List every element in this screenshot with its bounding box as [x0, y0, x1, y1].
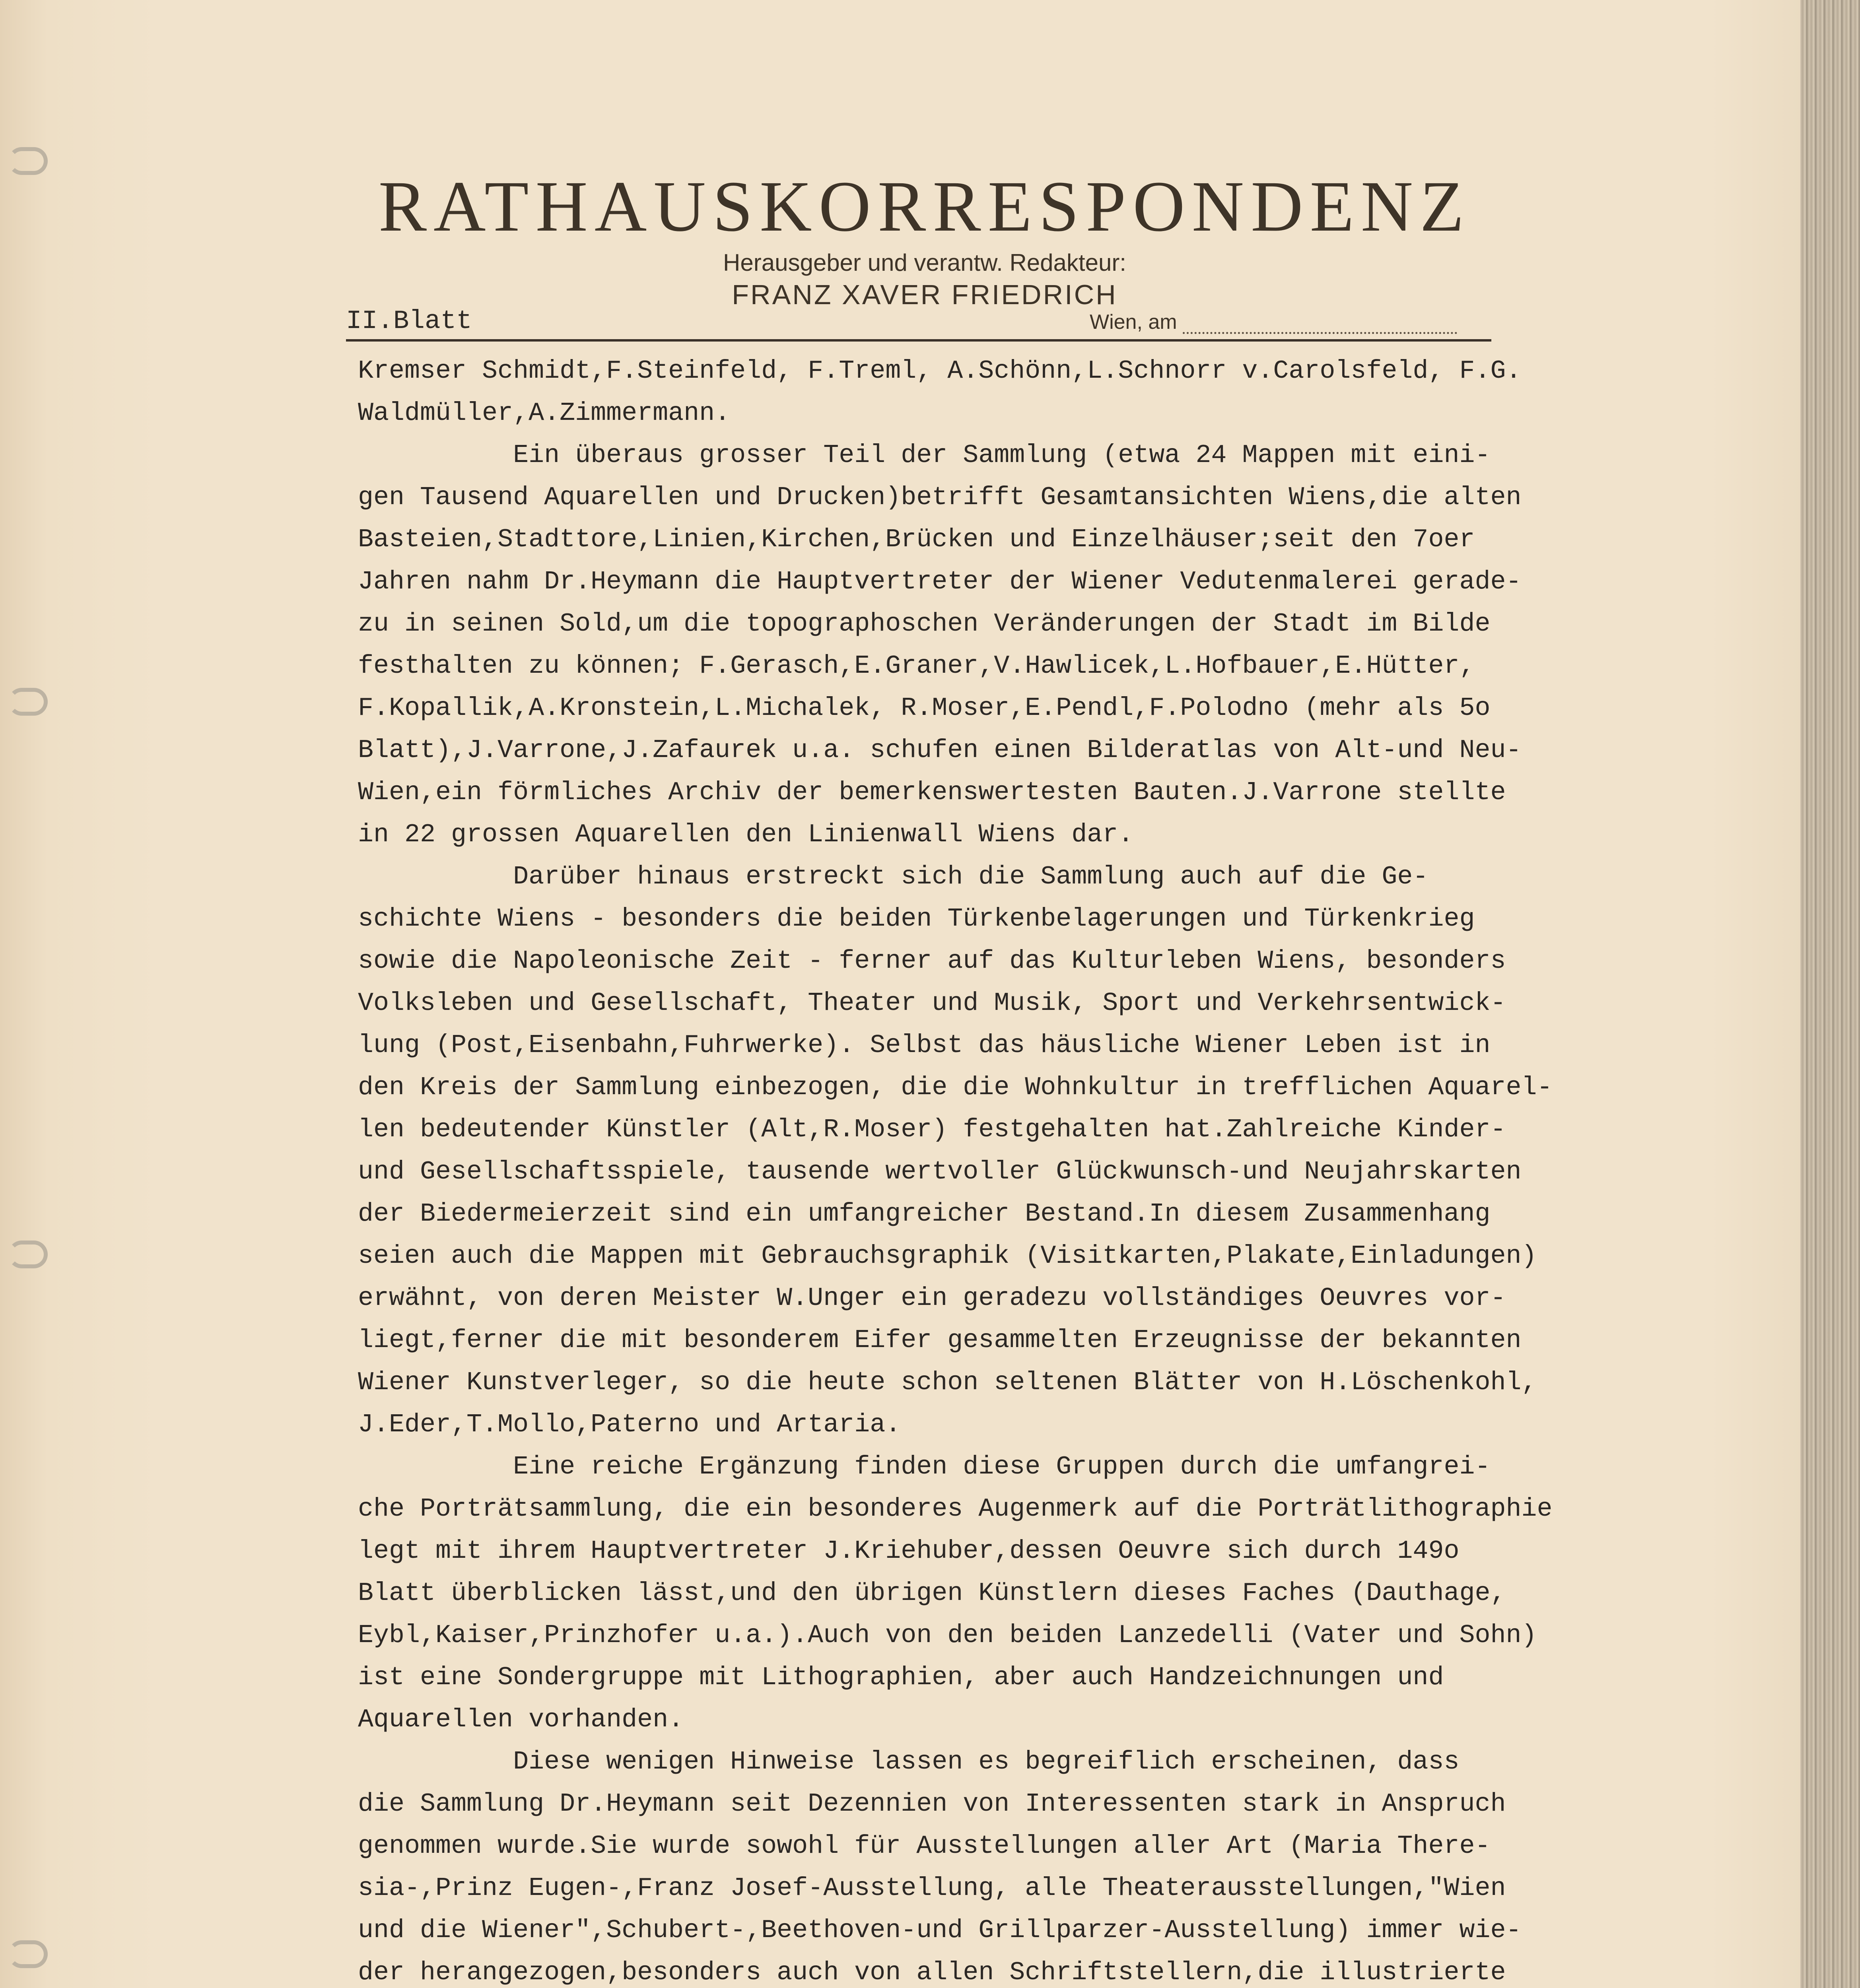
- stacked-page-edges: [1800, 0, 1860, 1988]
- body-line: Eine reiche Ergänzung finden diese Gruppen durch die umfangrei-: [358, 1452, 1491, 1481]
- body-line: sia-,Prinz Eugen-,Franz Josef-Ausstellung, alle Theaterausstellungen,"Wien: [358, 1873, 1506, 1903]
- body-line: ist eine Sondergruppe mit Lithographien, aber auch Handzeichnungen und: [358, 1663, 1444, 1692]
- binder-ring: [8, 688, 48, 716]
- body-line: festhalten zu können; F.Gerasch,E.Graner,V.Hawlicek,L.Hofbauer,E.Hütter,: [358, 651, 1475, 681]
- body-line: Blatt),J.Varrone,J.Zafaurek u.a. schufen einen Bilderatlas von Alt-und Neu-: [358, 736, 1522, 765]
- masthead-subtitle: Herausgeber und verantw. Redakteur:: [723, 249, 1126, 276]
- body-line: J.Eder,T.Mollo,Paterno und Artaria.: [358, 1410, 901, 1439]
- place-date-field: [1090, 310, 1457, 334]
- header-rule: [346, 339, 1491, 342]
- body-line: len bedeutender Künstler (Alt,R.Moser) festgehalten hat.Zahlreiche Kinder-: [358, 1115, 1506, 1144]
- body-line: Wien,ein förmliches Archiv der bemerkenswertesten Bauten.J.Varrone stellte: [358, 778, 1506, 807]
- body-line: Basteien,Stadttore,Linien,Kirchen,Brücken und Einzelhäuser;seit den 7oer: [358, 525, 1475, 554]
- body-line: Ein überaus grosser Teil der Sammlung (etwa 24 Mappen mit eini-: [358, 441, 1491, 470]
- body-line: der Biedermeierzeit sind ein umfangreicher Bestand.In diesem Zusammenhang: [358, 1199, 1491, 1229]
- date-blank-line: [1183, 316, 1457, 334]
- body-line: F.Kopallik,A.Kronstein,L.Michalek, R.Moser,E.Pendl,F.Polodno (mehr als 5o: [358, 693, 1491, 723]
- sheet-number: II.Blatt: [346, 306, 472, 336]
- body-line: Wiener Kunstverleger, so die heute schon seltenen Blätter von H.Löschenkohl,: [358, 1368, 1537, 1397]
- masthead-editor: FRANZ XAVER FRIEDRICH: [732, 279, 1118, 310]
- body-line: in 22 grossen Aquarellen den Linienwall Wiens dar.: [358, 820, 1134, 849]
- body-line: che Porträtsammlung, die ein besonderes Augenmerk auf die Porträtlithographie: [358, 1494, 1553, 1524]
- body-line: der herangezogen,besonders auch von allen Schriftstellern,die illustrierte: [358, 1958, 1506, 1987]
- body-line: und die Wiener",Schubert-,Beethoven-und Grillparzer-Ausstellung) immer wie-: [358, 1916, 1522, 1945]
- place-date-label: Wien, am: [1090, 311, 1177, 334]
- binder-ring: [8, 1940, 48, 1968]
- body-line: zu in seinen Sold,um die topographoschen Veränderungen der Stadt im Bilde: [358, 609, 1491, 639]
- body-line: legt mit ihrem Hauptvertreter J.Kriehuber,dessen Oeuvre sich durch 149o: [358, 1536, 1460, 1566]
- body-line: sowie die Napoleonische Zeit - ferner auf das Kulturleben Wiens, besonders: [358, 946, 1506, 976]
- body-line: und Gesellschaftsspiele, tausende wertvoller Glückwunsch-und Neujahrskarten: [358, 1157, 1522, 1186]
- binder-ring: [8, 147, 48, 175]
- body-line: liegt,ferner die mit besonderem Eifer gesammelten Erzeugnisse der bekannten: [358, 1326, 1522, 1355]
- body-line: Volksleben und Gesellschaft, Theater und Musik, Sport und Verkehrsentwick-: [358, 988, 1506, 1018]
- body-line: seien auch die Mappen mit Gebrauchsgraphik (Visitkarten,Plakate,Einladungen): [358, 1241, 1537, 1271]
- body-line: Aquarellen vorhanden.: [358, 1705, 684, 1734]
- body-line: Waldmüller,A.Zimmermann.: [358, 398, 731, 428]
- body-line: Diese wenigen Hinweise lassen es begreiflich erscheinen, dass: [358, 1747, 1460, 1776]
- binder-ring: [8, 1241, 48, 1268]
- body-line: gen Tausend Aquarellen und Drucken)betrifft Gesamtansichten Wiens,die alten: [358, 483, 1522, 512]
- body-line: lung (Post,Eisenbahn,Fuhrwerke). Selbst das häusliche Wiener Leben ist in: [358, 1031, 1491, 1060]
- typewritten-body: [358, 350, 1571, 1988]
- body-line: genommen wurde.Sie wurde sowohl für Ausstellungen aller Art (Maria There-: [358, 1831, 1491, 1861]
- body-line: Darüber hinaus erstreckt sich die Sammlung auch auf die Ge-: [358, 862, 1429, 891]
- body-line: Jahren nahm Dr.Heymann die Hauptvertreter der Wiener Vedutenmalerei gerade-: [358, 567, 1522, 596]
- body-line: Eybl,Kaiser,Prinzhofer u.a.).Auch von den beiden Lanzedelli (Vater und Sohn): [358, 1621, 1537, 1650]
- body-line: den Kreis der Sammlung einbezogen, die die Wohnkultur in trefflichen Aquarel-: [358, 1073, 1553, 1102]
- body-line: Blatt überblicken lässt,und den übrigen Künstlern dieses Faches (Dauthage,: [358, 1578, 1506, 1608]
- body-line: erwähnt, von deren Meister W.Unger ein geradezu vollständiges Oeuvres vor-: [358, 1283, 1506, 1313]
- body-line: die Sammlung Dr.Heymann seit Dezennien von Interessenten stark in Anspruch: [358, 1789, 1506, 1819]
- body-line: schichte Wiens - besonders die beiden Türkenbelagerungen und Türkenkrieg: [358, 904, 1475, 934]
- masthead: [358, 167, 1491, 312]
- body-line: Kremser Schmidt,F.Steinfeld, F.Treml, A.Schönn,L.Schnorr v.Carolsfeld, F.G.: [358, 356, 1522, 386]
- masthead-title: RATHAUSKORRESPONDENZ: [378, 167, 1471, 247]
